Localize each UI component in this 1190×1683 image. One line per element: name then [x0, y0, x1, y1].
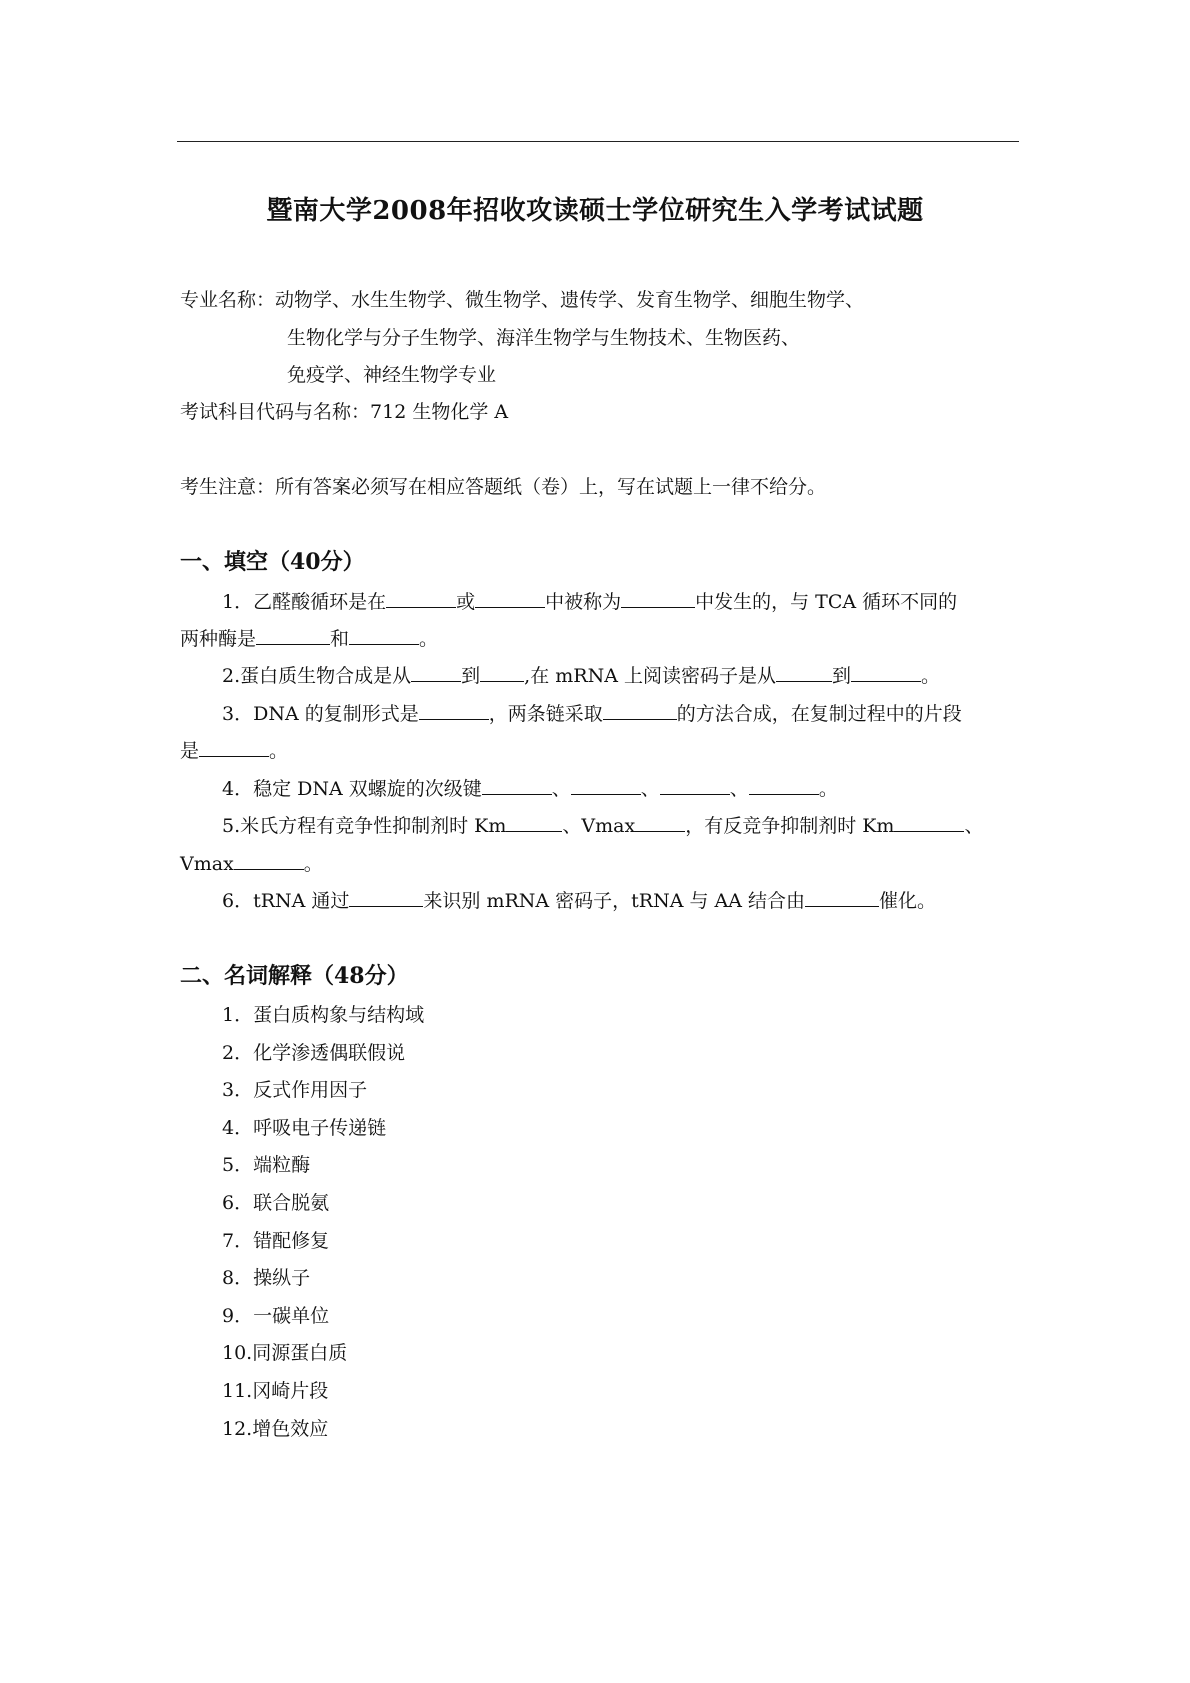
q4-separator: 、	[551, 778, 571, 800]
q3-line-1	[222, 699, 962, 727]
q5-text: 。	[303, 853, 323, 875]
major-value-1: 动物学、水生生物学、微生物学、遗传学、发育生物学、细胞生物学、	[275, 289, 865, 311]
q5-number: 5.	[222, 815, 241, 837]
q3-text: 。	[269, 740, 289, 762]
item-text: 一碳单位	[253, 1304, 330, 1327]
answer-blank	[635, 811, 685, 832]
q5-text: ，有反竞争抑制剂时 Km	[685, 815, 895, 837]
item-number: 5．	[222, 1154, 254, 1177]
answer-blank	[603, 699, 677, 720]
answer-blank	[411, 661, 461, 682]
item-text: 联合脱氨	[253, 1191, 330, 1214]
q1-text: 或	[456, 591, 476, 613]
notice-line	[180, 474, 826, 500]
list-item	[222, 1152, 424, 1190]
item-text: 操纵子	[253, 1267, 311, 1290]
list-item	[222, 1190, 424, 1228]
q6-line	[222, 886, 936, 914]
item-number: 2．	[222, 1041, 254, 1064]
answer-blank	[776, 661, 832, 682]
q2-text: ,在 mRNA 上阅读密码子是从	[524, 665, 776, 687]
item-text: 增色效应	[252, 1417, 329, 1440]
answer-blank	[349, 624, 419, 645]
q5-line-1	[222, 811, 983, 839]
list-item	[222, 1340, 424, 1378]
item-number: 10.	[222, 1342, 253, 1365]
list-item	[222, 1303, 424, 1341]
answer-blank	[256, 624, 330, 645]
q3-line-2	[180, 736, 288, 764]
q2-text: 到	[461, 665, 481, 687]
subject-line	[180, 399, 508, 425]
major-label: 专业名称：	[180, 289, 276, 311]
list-item	[222, 1378, 424, 1416]
list-item	[222, 1228, 424, 1266]
list-item	[222, 1115, 424, 1153]
item-number: 3．	[222, 1079, 254, 1102]
q4-text: 稳定 DNA 双螺旋的次级键	[253, 778, 482, 800]
header-rule	[177, 141, 1019, 142]
item-text: 端粒酶	[253, 1154, 311, 1177]
answer-blank	[199, 736, 269, 757]
answer-blank	[475, 587, 545, 608]
q1-text: 和	[330, 628, 350, 650]
section1-heading: 一、填空（40分）	[180, 549, 365, 575]
q3-number: 3．	[222, 703, 254, 725]
notice-label: 考生注意：	[180, 476, 276, 498]
list-item	[222, 1416, 424, 1454]
item-number: 12.	[222, 1417, 253, 1440]
q5-text: 、Vmax	[562, 815, 636, 837]
answer-blank	[349, 886, 423, 907]
q1-text: 两种酶是	[180, 628, 257, 650]
q4-number: 4．	[222, 778, 254, 800]
list-item	[222, 1265, 424, 1303]
q5-text: Vmax	[180, 853, 234, 875]
answer-blank	[480, 661, 524, 682]
answer-blank	[621, 587, 695, 608]
item-text: 蛋白质构象与结构域	[253, 1004, 425, 1026]
q6-text: tRNA 通过	[253, 890, 350, 912]
major-line-2: 生物化学与分子生物学、海洋生物学与生物技术、生物医药、	[287, 327, 801, 349]
answer-blank	[894, 811, 964, 832]
answer-blank	[851, 661, 921, 682]
item-number: 6．	[222, 1191, 254, 1214]
answer-blank	[386, 587, 456, 608]
q3-text: ，两条链采取	[488, 703, 603, 725]
notice-text: 所有答案必须写在相应答题纸（卷）上，写在试题上一律不给分。	[275, 476, 827, 498]
item-text: 化学渗透偶联假说	[253, 1041, 406, 1064]
q1-text: 。	[419, 628, 439, 650]
q1-number: 1．	[222, 591, 254, 613]
q3-text: 的方法合成，在复制过程中的片段	[676, 703, 962, 725]
q4-separator: 、	[640, 778, 660, 800]
q4-separator: 、	[729, 778, 749, 800]
answer-blank	[749, 774, 819, 795]
q2-line	[222, 661, 940, 689]
q1-text: 中发生的，与 TCA 循环不同的	[695, 591, 958, 613]
item-number: 1．	[222, 1004, 254, 1026]
answer-blank	[506, 811, 562, 832]
q3-text: 是	[180, 740, 200, 762]
subject-value: 712 生物化学 A	[370, 401, 509, 423]
item-number: 8．	[222, 1267, 254, 1290]
list-item	[222, 1002, 424, 1040]
answer-blank	[234, 849, 304, 870]
item-number: 4．	[222, 1116, 254, 1139]
major-line-3: 免疫学、神经生物学专业	[287, 364, 497, 386]
q5-text: 米氏方程有竞争性抑制剂时 Km	[240, 815, 507, 837]
list-item	[222, 1040, 424, 1078]
answer-blank	[571, 774, 641, 795]
answer-blank	[482, 774, 552, 795]
q5-line-2	[180, 849, 323, 877]
page-title: 暨南大学2008年招收攻读硕士学位研究生入学考试试题	[266, 196, 924, 226]
answer-blank	[660, 774, 730, 795]
q3-text: DNA 的复制形式是	[253, 703, 419, 725]
q4-line	[222, 774, 838, 802]
q1-line-2	[180, 624, 438, 652]
q2-text: 蛋白质生物合成是从	[240, 665, 412, 687]
definition-list	[222, 1002, 424, 1453]
q1-text: 中被称为	[545, 591, 622, 613]
q2-number: 2.	[222, 665, 241, 687]
q1-text: 乙醛酸循环是在	[253, 591, 387, 613]
q2-text: 。	[920, 665, 940, 687]
item-number: 7．	[222, 1229, 254, 1252]
q1-line-1	[222, 587, 957, 615]
major-line-1	[180, 287, 864, 313]
item-number: 9．	[222, 1304, 254, 1327]
answer-blank	[419, 699, 489, 720]
answer-blank	[805, 886, 879, 907]
list-item	[222, 1077, 424, 1115]
subject-label: 考试科目代码与名称：	[180, 401, 371, 423]
q6-number: 6．	[222, 890, 254, 912]
q4-text: 。	[818, 778, 838, 800]
q5-text: 、	[964, 815, 984, 837]
item-number: 11.	[222, 1379, 253, 1402]
item-text: 同源蛋白质	[252, 1342, 348, 1365]
item-text: 反式作用因子	[253, 1079, 368, 1102]
section2-heading: 二、名词解释（48分）	[180, 963, 409, 989]
q6-text: 来识别 mRNA 密码子，tRNA 与 AA 结合由	[423, 890, 806, 912]
q2-text: 到	[831, 665, 851, 687]
item-text: 呼吸电子传递链	[253, 1116, 387, 1139]
item-text: 冈崎片段	[252, 1379, 329, 1402]
item-text: 错配修复	[253, 1229, 330, 1252]
q6-text: 催化。	[879, 890, 937, 912]
